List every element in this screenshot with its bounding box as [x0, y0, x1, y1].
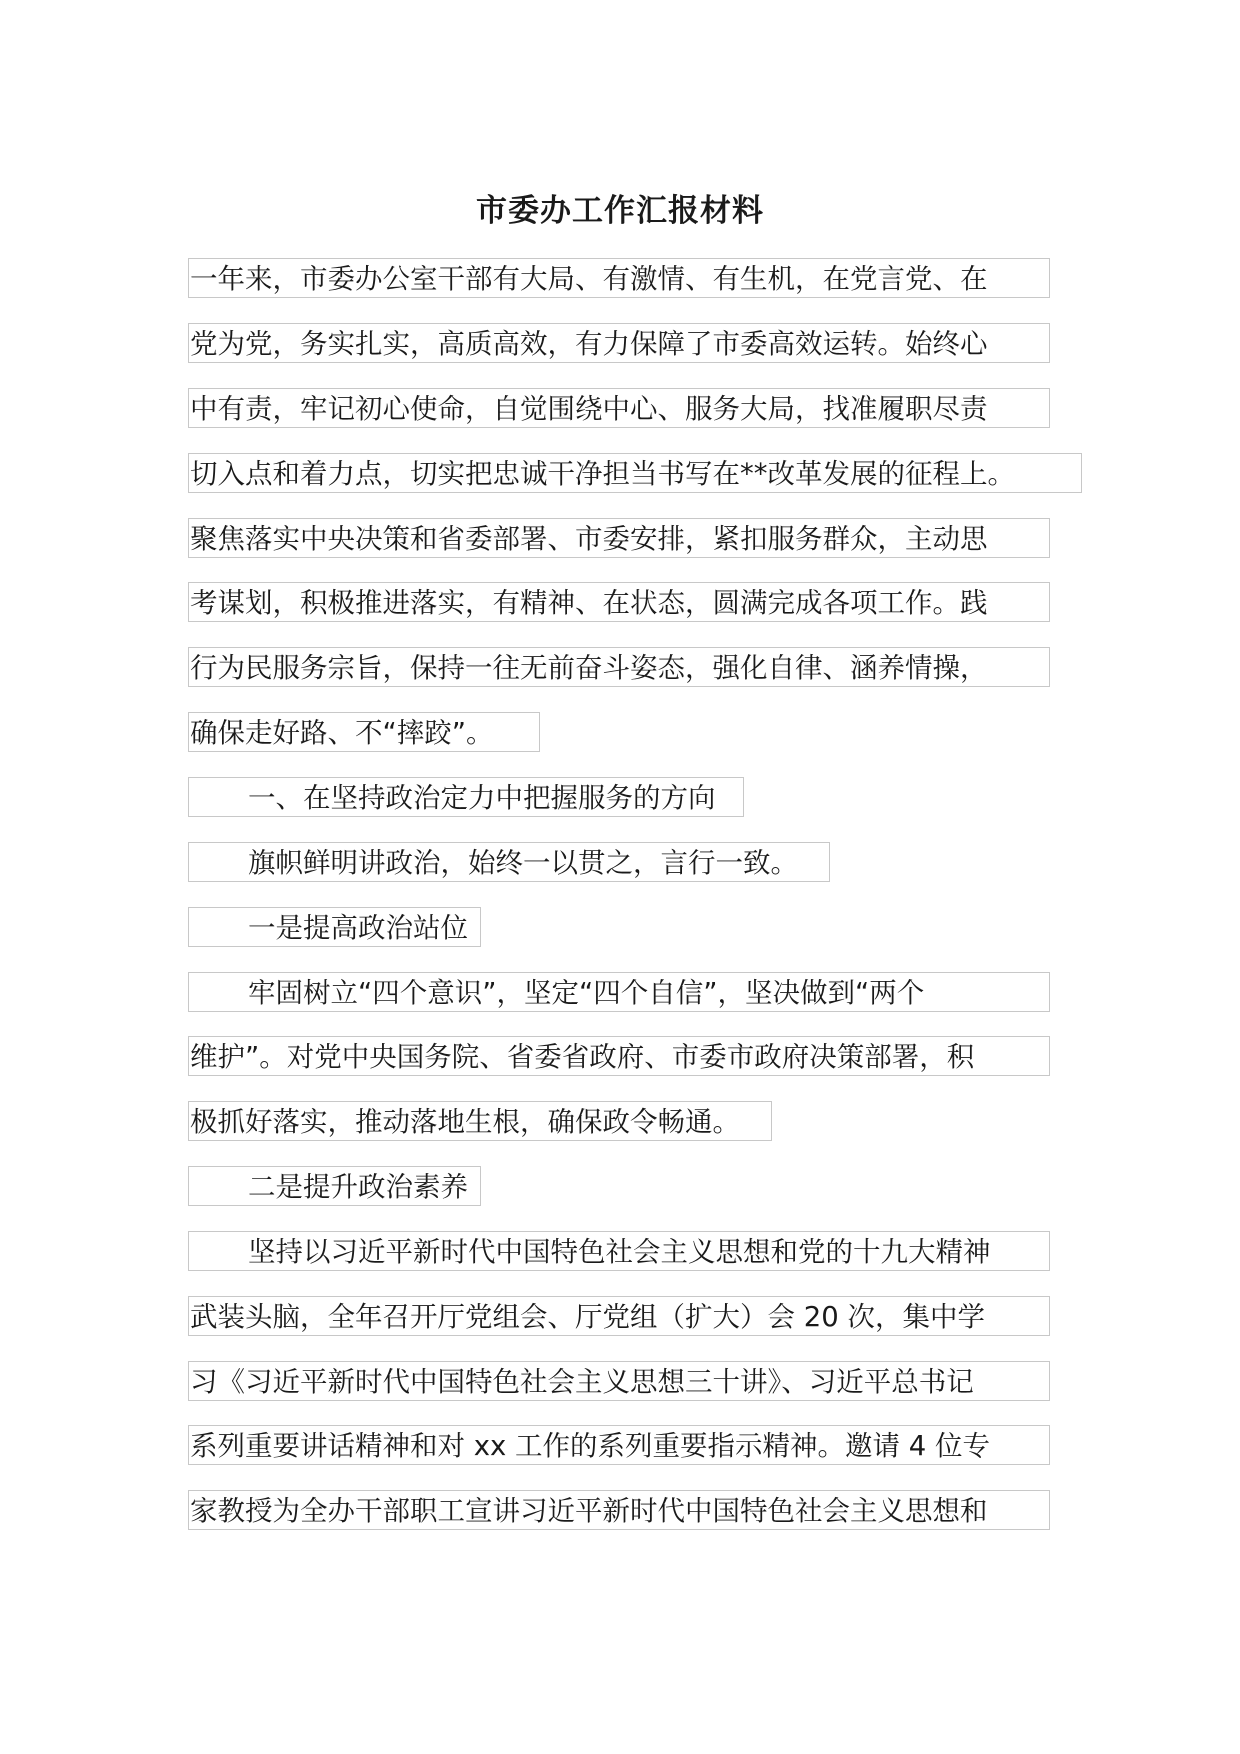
text-line: 一年来，市委办公室干部有大局、有激情、有生机，在党言党、在	[188, 258, 1050, 298]
text-line: 党为党，务实扎实，高质高效，有力保障了市委高效运转。始终心	[188, 323, 1050, 363]
subsection-heading: 一是提高政治站位	[188, 907, 481, 947]
text-line: 武装头脑，全年召开厅党组会、厅党组（扩大）会 20 次，集中学	[188, 1296, 1050, 1336]
text-line: 极抓好落实，推动落地生根，确保政令畅通。	[188, 1101, 772, 1141]
section-heading: 一、在坚持政治定力中把握服务的方向	[188, 777, 744, 817]
text-line: 维护”。对党中央国务院、省委省政府、市委市政府决策部署，积	[188, 1036, 1050, 1076]
text-line: 聚焦落实中央决策和省委部署、市委安排，紧扣服务群众，主动思	[188, 518, 1050, 558]
text-line: 考谋划，积极推进落实，有精神、在状态，圆满完成各项工作。践	[188, 582, 1050, 622]
text-line: 行为民服务宗旨，保持一往无前奋斗姿态，强化自律、涵养情操，	[188, 647, 1050, 687]
subsection-heading: 二是提升政治素养	[188, 1166, 481, 1206]
text-line: 牢固树立“四个意识”，坚定“四个自信”，坚决做到“两个	[188, 972, 1050, 1012]
text-line: 确保走好路、不“摔跤”。	[188, 712, 540, 752]
document-title: 市委办工作汇报材料	[476, 193, 764, 229]
text-line: 切入点和着力点，切实把忠诚干净担当书写在**改革发展的征程上。	[188, 453, 1082, 493]
text-line: 习《习近平新时代中国特色社会主义思想三十讲》、习近平总书记	[188, 1361, 1050, 1401]
text-line: 家教授为全办干部职工宣讲习近平新时代中国特色社会主义思想和	[188, 1490, 1050, 1530]
text-line: 旗帜鲜明讲政治，始终一以贯之，言行一致。	[188, 842, 830, 882]
text-line: 系列重要讲话精神和对 xx 工作的系列重要指示精神。邀请 4 位专	[188, 1425, 1050, 1465]
text-line: 坚持以习近平新时代中国特色社会主义思想和党的十九大精神	[188, 1231, 1050, 1271]
text-line: 中有责，牢记初心使命，自觉围绕中心、服务大局，找准履职尽责	[188, 388, 1050, 428]
